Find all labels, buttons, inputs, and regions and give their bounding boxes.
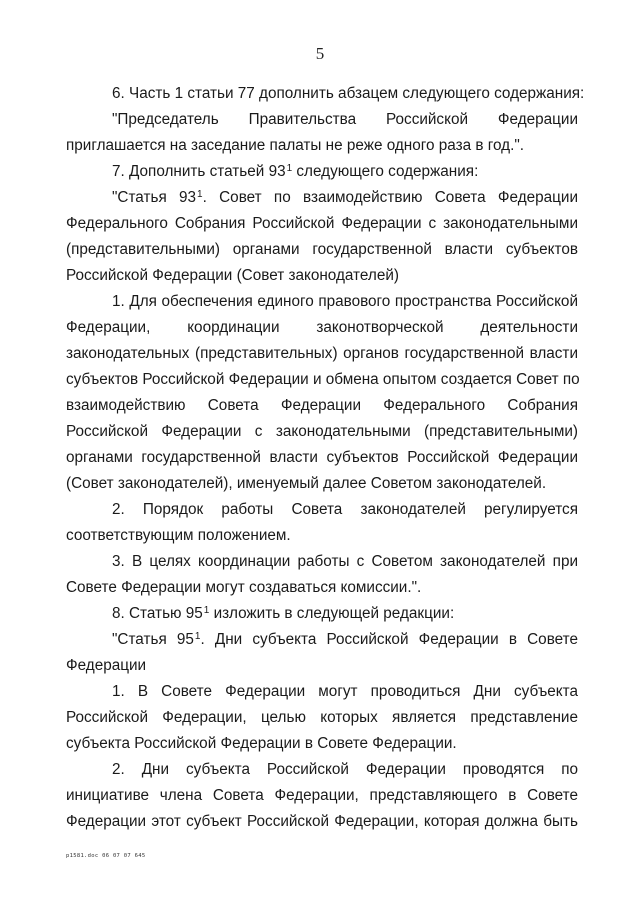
superscript: 1: [194, 631, 201, 642]
text-line: взаимодействию Совета Федерации Федерального Собрания: [66, 397, 578, 414]
text-line: законодательных (представительных) органов государственной власти: [66, 345, 578, 362]
text-line: 1. В Совете Федерации могут проводиться Дни субъекта: [112, 683, 578, 700]
page-number: 5: [315, 44, 325, 63]
article-heading-line: "Статья $95^1$. Дни субъекта Российской Федерации в Совете: [112, 631, 578, 648]
footer-document-code: p1581.doc 06 07 07 645: [66, 853, 146, 859]
text-line: субъектов Российской Федерации и обмена опытом создается Совет по: [66, 371, 580, 388]
text-line: соответствующим положением.: [66, 527, 291, 544]
text-line: Российской Федерации с законодательными (представительными): [66, 423, 578, 440]
text-line: 3. В целях координации работы с Советом законодателей при: [112, 553, 578, 570]
text-line: 1. Для обеспечения единого правового пространства Российской: [112, 293, 578, 310]
text-line: 7. Дополнить статьей $93^1$ следующего содержания:: [112, 163, 479, 180]
superscript: 1: [286, 163, 293, 174]
superscript: 1: [203, 605, 210, 616]
text-line: Федерации этот субъект Российской Федерации, которая должна быть: [66, 813, 578, 830]
text-line: Федерации: [66, 657, 147, 674]
text-line: Федерального Собрания Российской Федерации с законодательными: [66, 215, 578, 232]
text-line: 8. Статью $95^1$ изложить в следующей редакции:: [112, 605, 455, 622]
text-line: 2. Дни субъекта Российской Федерации проводятся по: [112, 761, 578, 778]
text-line: Российской Федерации (Совет законодателей): [66, 267, 399, 284]
text-line: приглашается на заседание палаты не реже одного раза в год.".: [66, 137, 525, 154]
text-line: 2. Порядок работы Совета законодателей регулируется: [112, 501, 578, 518]
text-line: Федерации, координации законотворческой деятельности: [66, 319, 578, 336]
text-line: субъекта Российской Федерации в Совете Федерации.: [66, 735, 457, 752]
text-line: (Совет законодателей), именуемый далее Советом законодателей.: [66, 475, 547, 492]
text-line: органами государственной власти субъектов Российской Федерации: [66, 449, 578, 466]
text-line: "Председатель Правительства Российской Федерации: [112, 111, 578, 128]
text-line: Российской Федерации, целью которых является представление: [66, 709, 578, 726]
article-heading-line: "Статья $93^1$. Совет по взаимодействию Совета Федерации: [112, 189, 578, 206]
text-line: 6. Часть 1 статьи 77 дополнить абзацем следующего содержания:: [112, 85, 585, 102]
superscript: 1: [197, 189, 203, 200]
text-line: (представительными) органами государственной власти субъектов: [66, 241, 578, 258]
text-line: Совете Федерации могут создаваться комиссии.".: [66, 579, 422, 596]
text-line: инициативе члена Совета Федерации, представляющего в Совете: [66, 787, 578, 804]
